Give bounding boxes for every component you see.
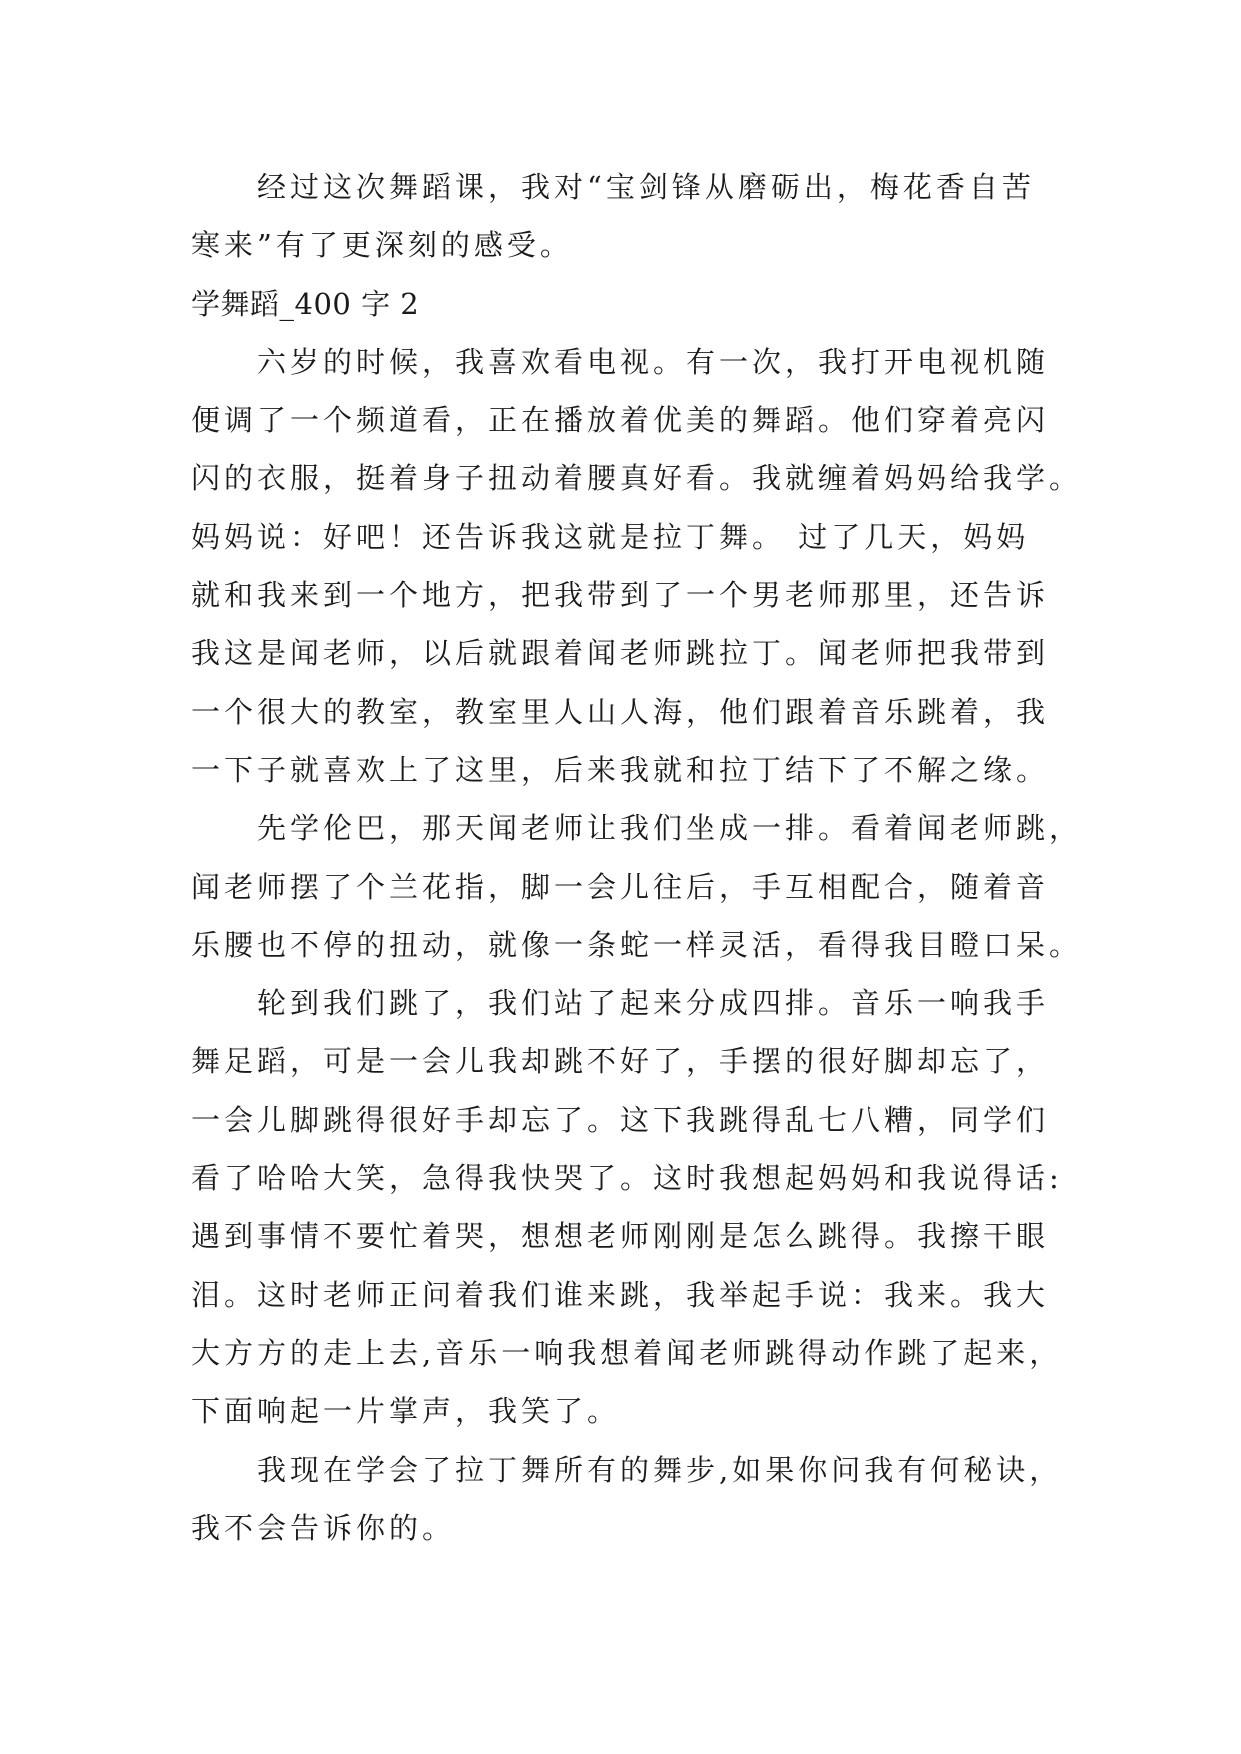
text-line: 轮到我们跳了，我们站了起来分成四排。音乐一响我手 (257, 986, 1050, 1021)
text-line: 我现在学会了拉丁舞所有的舞步,如果你问我有何秘诀， (257, 1452, 1063, 1487)
text-line: 闪的衣服，挺着身子扭动着腰真好看。我就缠着妈妈给我学。 (191, 461, 1083, 496)
text-line: 一个很大的教室，教室里人山人海，他们跟着音乐跳着，我 (191, 694, 1050, 729)
text-line: 便调了一个频道看，正在播放着优美的舞蹈。他们穿着亮闪 (191, 403, 1050, 438)
text-line: 舞足蹈，可是一会儿我却跳不好了，手摆的很好脚却忘了， (191, 1044, 1050, 1079)
text-line: 遇到事情不要忙着哭，想想老师刚刚是怎么跳得。我擦干眼 (191, 1219, 1050, 1254)
text-line: 一下子就喜欢上了这里，后来我就和拉丁结下了不解之缘。 (191, 752, 1050, 787)
text-line: 经过这次舞蹈课，我对“宝剑锋从磨砺出，梅花香自苦 (257, 170, 1035, 204)
text-line: 大方方的走上去,音乐一响我想着闻老师跳得动作跳了起来， (191, 1335, 1063, 1370)
text-line: 就和我来到一个地方，把我带到了一个男老师那里，还告诉 (191, 578, 1050, 613)
text-line: 乐腰也不停的扭动，就像一条蛇一样灵活，看得我目瞪口呆。 (191, 927, 1083, 962)
text-line: 妈妈说：好吧！还告诉我这就是拉丁舞。 过了几天，妈妈 (191, 519, 1030, 554)
text-line: 下面响起一片掌声，我笑了。 (191, 1394, 621, 1429)
text-line: 先学伦巴，那天闻老师让我们坐成一排。看着闻老师跳， (257, 811, 1083, 846)
text-line: 寒来”有了更深刻的感受。 (191, 228, 573, 263)
text-line: 我不会告诉你的。 (191, 1510, 456, 1545)
text-line: 一会儿脚跳得很好手却忘了。这下我跳得乱七八糟，同学们 (191, 1102, 1050, 1137)
text-line: 闻老师摆了个兰花指，脚一会儿往后，手互相配合，随着音 (191, 869, 1050, 904)
document-body (191, 158, 1083, 1557)
section-heading: 学舞蹈_400 字 2 (191, 286, 420, 321)
text-line: 六岁的时候，我喜欢看电视。有一次，我打开电视机随 (257, 344, 1050, 379)
text-line: 看了哈哈大笑，急得我快哭了。这时我想起妈妈和我说得话: (191, 1161, 1063, 1196)
text-line: 我这是闻老师，以后就跟着闻老师跳拉丁。闻老师把我带到 (191, 636, 1050, 671)
text-line: 泪。这时老师正问着我们谁来跳，我举起手说：我来。我大 (191, 1277, 1050, 1312)
